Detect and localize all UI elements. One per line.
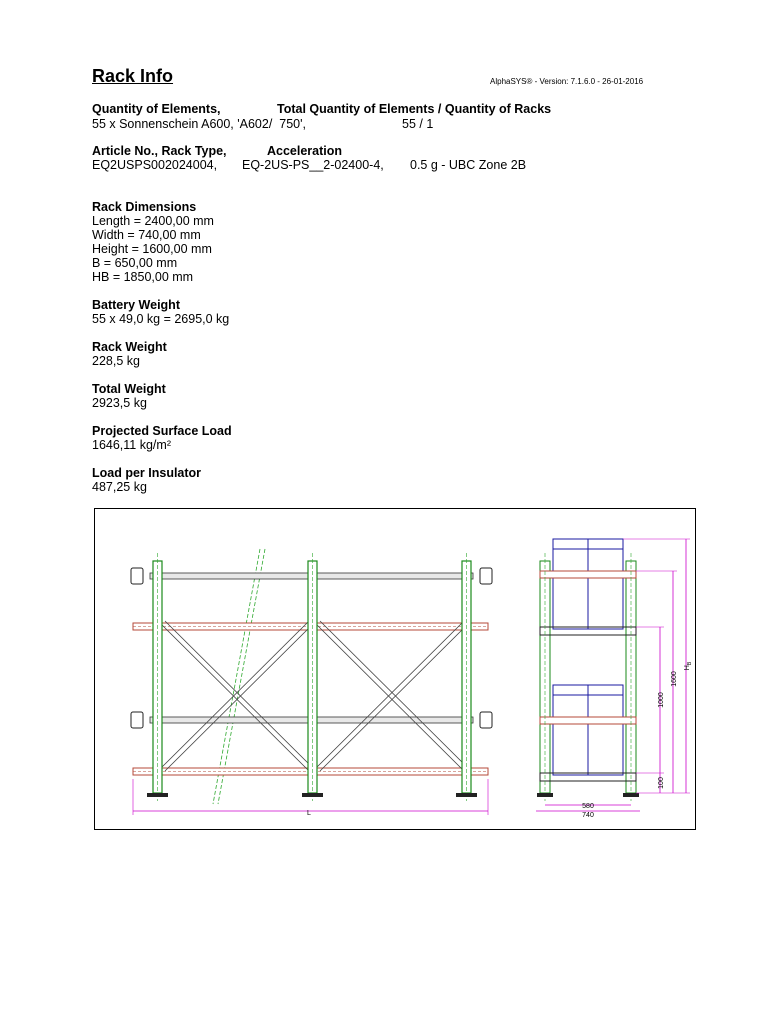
rack-weight-label: Rack Weight xyxy=(92,340,167,354)
acceleration-value: 0.5 g - UBC Zone 2B xyxy=(410,158,527,172)
foot xyxy=(537,793,553,797)
quantity-elements-label: Quantity of Elements, xyxy=(92,102,221,116)
acceleration-label: Acceleration xyxy=(267,144,343,158)
quantity-elements-value: 55 x Sonnenschein A600, 'A602/ 750', xyxy=(92,117,306,131)
surface-load-value: 1646,11 kg/m² xyxy=(92,438,171,452)
foot xyxy=(623,793,639,797)
insulator-load-label: Load per Insulator xyxy=(92,466,202,480)
dimension-580-label: 580 xyxy=(582,803,594,810)
rack-weight-value: 228,5 kg xyxy=(92,354,140,368)
side-view xyxy=(536,539,693,819)
rack-type-value: EQ-2US-PS__2-02400-4, xyxy=(242,158,384,172)
quantity-total-label: Total Quantity of Elements / Quantity of Racks xyxy=(277,102,552,116)
dimension-740-label: 740 xyxy=(582,812,594,819)
rail xyxy=(540,717,636,724)
centerline xyxy=(218,549,265,804)
battery-weight-value: 55 x 49,0 kg = 2695,0 kg xyxy=(92,312,230,326)
rail xyxy=(540,571,636,578)
foot xyxy=(302,793,323,797)
rack-dimensions-label: Rack Dimensions xyxy=(92,200,197,214)
battery-weight-label: Battery Weight xyxy=(92,298,180,312)
dimension-100-label: 100 xyxy=(658,777,665,789)
quantity-total-value: 55 / 1 xyxy=(402,117,434,131)
total-weight-label: Total Weight xyxy=(92,382,166,396)
dimension-hb-label xyxy=(684,661,693,670)
columns xyxy=(147,553,477,801)
insulator-load-value: 487,25 kg xyxy=(92,480,147,494)
total-weight-value: 2923,5 kg xyxy=(92,396,147,410)
article-label: Article No., Rack Type, xyxy=(92,144,227,158)
dimension-1600-label: 1600 xyxy=(671,671,678,687)
rack-drawing-frame xyxy=(94,508,696,830)
dimension-1000-label: 1000 xyxy=(658,692,665,708)
version-info: AlphaSYS® - Version: 7.1.6.0 - 26-01-2016 xyxy=(490,77,644,86)
dimension-hb: HB = 1850,00 mm xyxy=(92,270,194,284)
dimension-b: B = 650,00 mm xyxy=(92,256,178,270)
foot xyxy=(147,793,168,797)
page-title: Rack Info xyxy=(92,66,174,86)
rack-drawing xyxy=(95,509,695,829)
front-view xyxy=(131,549,492,817)
surface-load-label: Projected Surface Load xyxy=(92,424,232,438)
dimension-height: Height = 1600,00 mm xyxy=(92,242,212,256)
dimension-hb-subscript: B xyxy=(687,661,693,666)
article-number-value: EQ2USPS002024004, xyxy=(92,158,218,172)
dimension-width: Width = 740,00 mm xyxy=(92,228,201,242)
dimension-l-label: L xyxy=(307,810,311,817)
dimension-hb-letter: H xyxy=(684,665,691,671)
foot xyxy=(456,793,477,797)
dimension-length: Length = 2400,00 mm xyxy=(92,214,214,228)
